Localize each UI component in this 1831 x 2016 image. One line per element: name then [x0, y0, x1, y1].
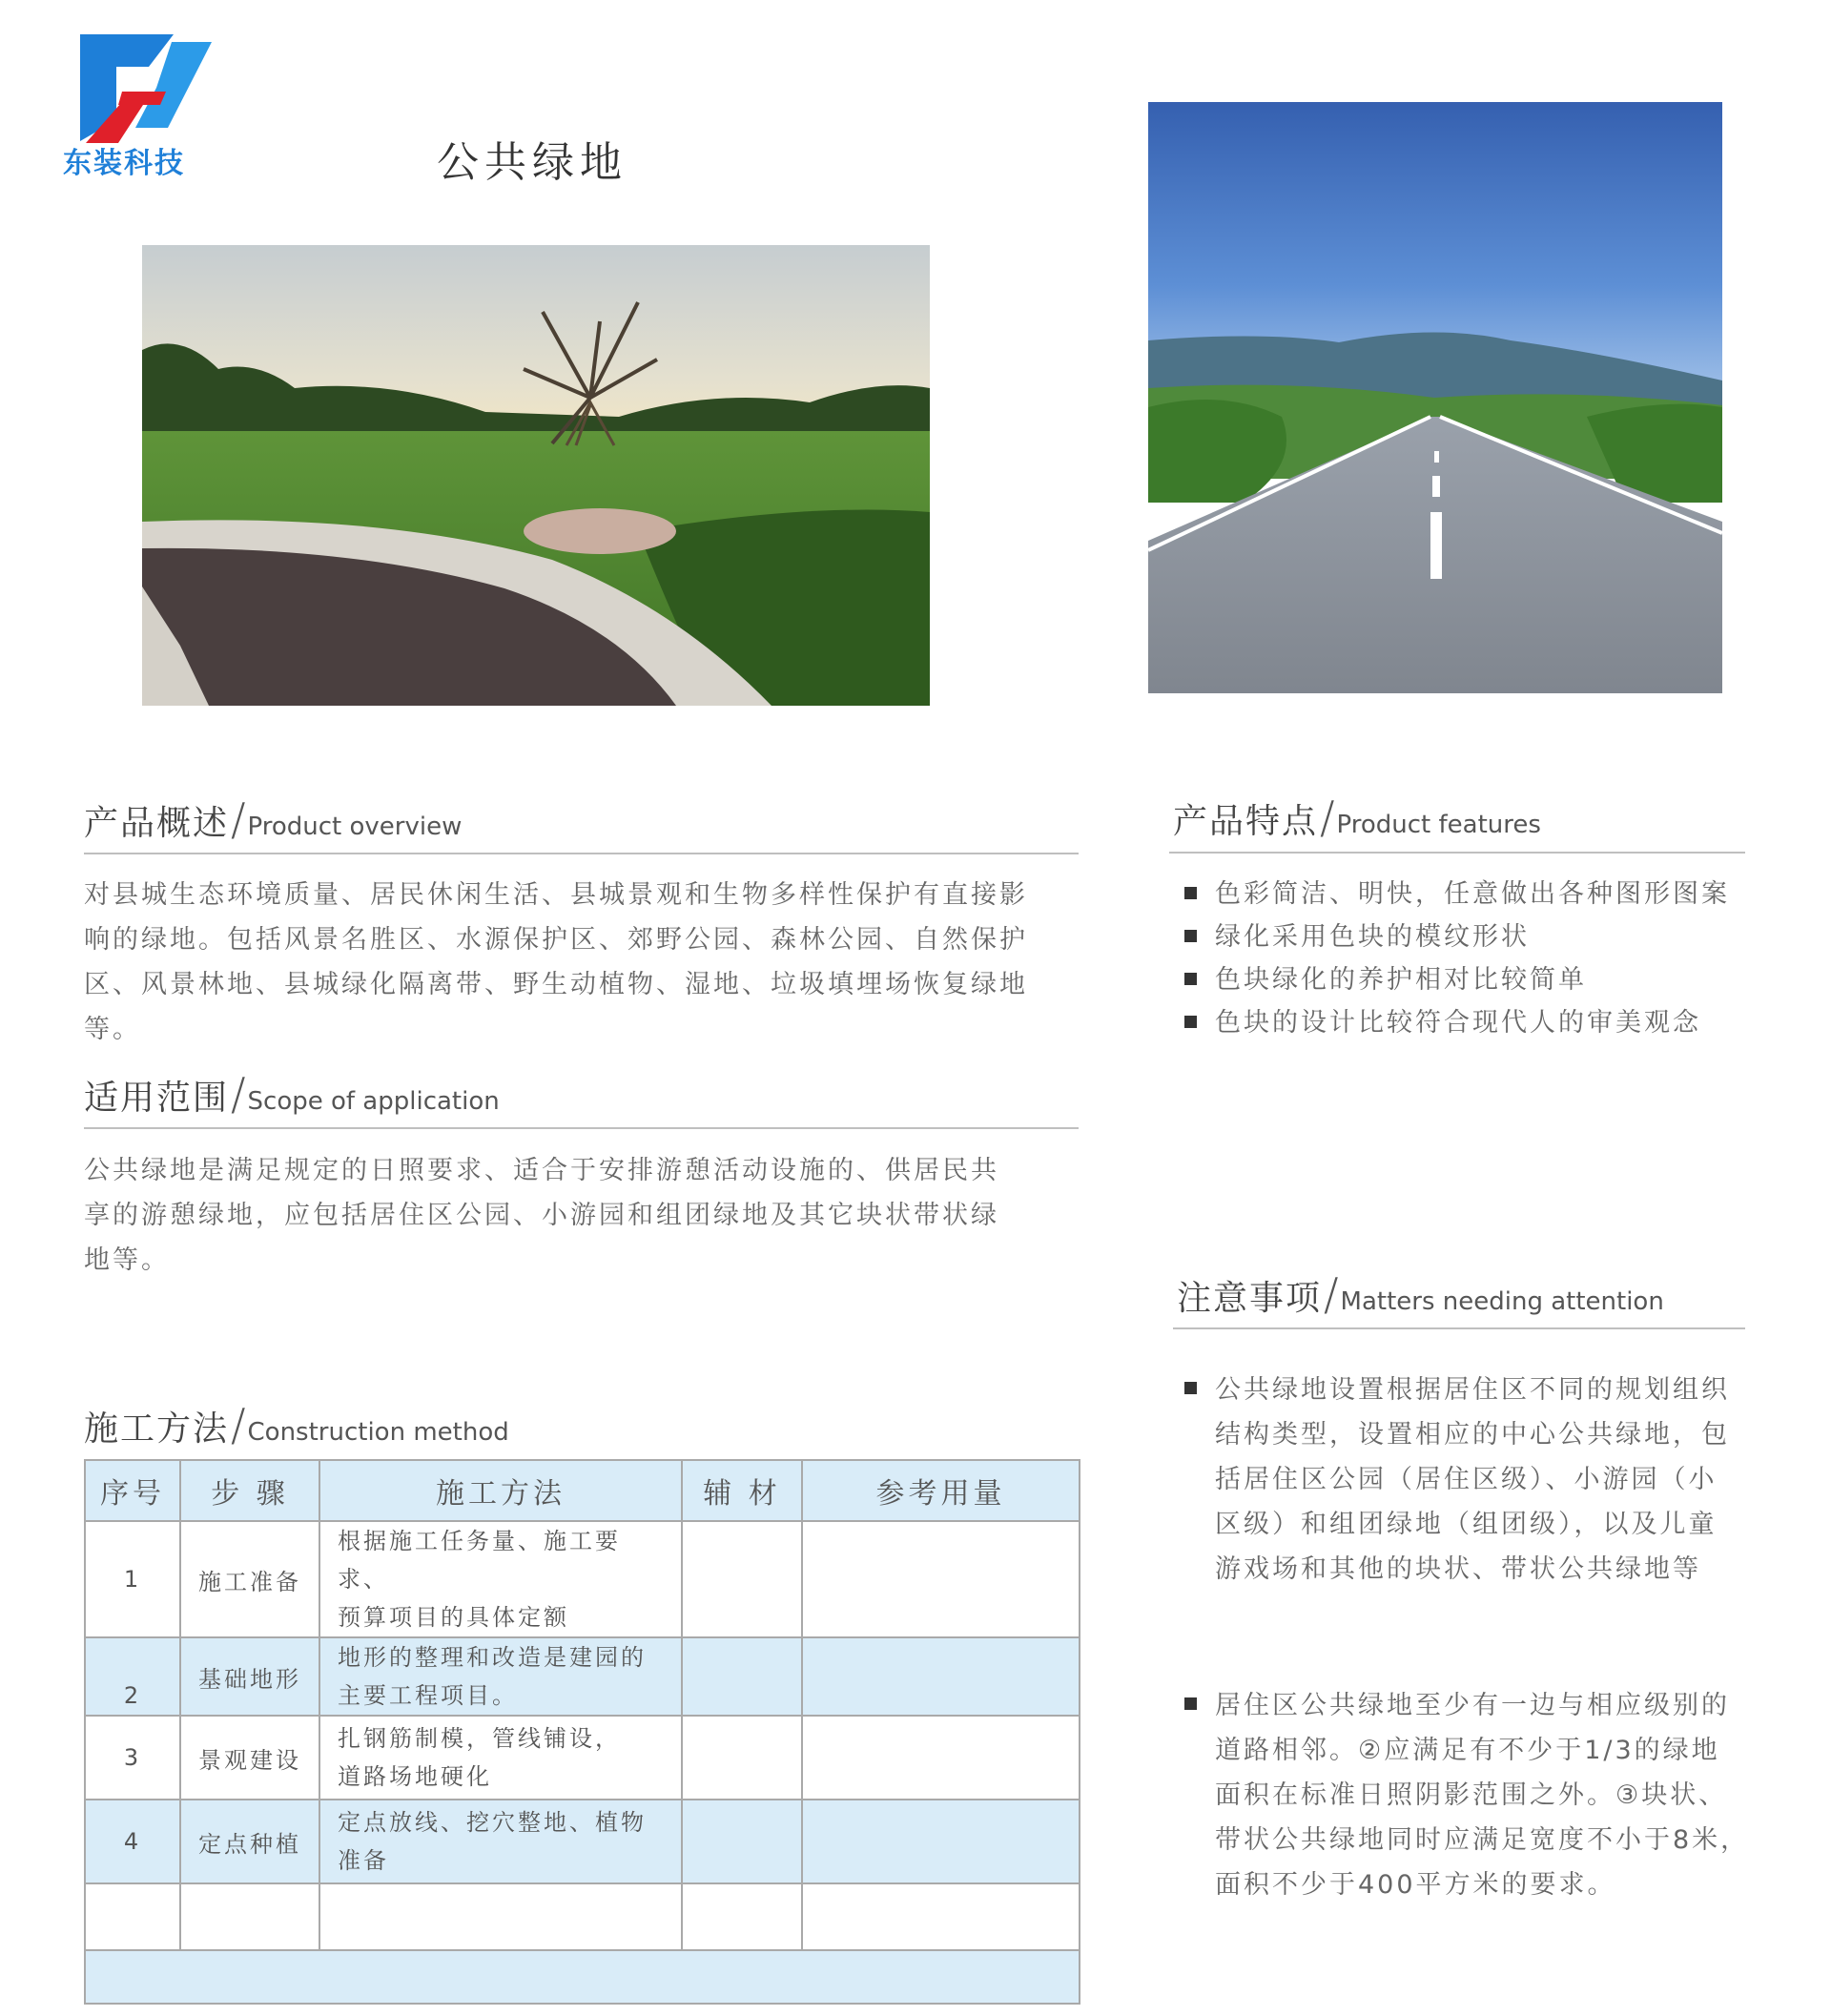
row-method: 根据施工任务量、施工要求、 预算项目的具体定额	[319, 1521, 682, 1637]
table-row	[85, 1521, 1080, 1637]
construction-heading: 施工方法/Construction method	[84, 1399, 509, 1450]
construction-heading-zh: 施工方法	[84, 1409, 230, 1449]
row-qty	[802, 1637, 1080, 1716]
scope-line-2: 享的游憩绿地，应包括居住区公园、小游园和组团绿地及其它块状带状绿	[84, 1201, 999, 1230]
feature-item: 色彩简洁、明快，任意做出各种图形图案	[1183, 873, 1812, 915]
col-header-qty: 参考用量	[802, 1460, 1080, 1521]
feature-item: 色块的设计比较符合现代人的审美观念	[1183, 1001, 1812, 1044]
attention-heading-zh: 注意事项	[1177, 1279, 1323, 1318]
page-title: 公共绿地	[437, 138, 627, 187]
overview-line-4: 等。	[84, 1015, 141, 1044]
col-header-step: 步 骤	[180, 1460, 319, 1521]
features-heading: 产品特点/Product features	[1173, 792, 1541, 843]
row-aux	[682, 1800, 802, 1883]
features-heading-en: Product features	[1336, 811, 1541, 839]
feature-item: 绿化采用色块的模纹形状	[1183, 915, 1812, 958]
row-aux	[682, 1716, 802, 1800]
col-header-no: 序号	[85, 1460, 180, 1521]
attention-heading-en: Matters needing attention	[1340, 1287, 1664, 1316]
scope-heading: 适用范围/Scope of application	[84, 1068, 500, 1120]
scope-heading-en: Scope of application	[247, 1087, 500, 1116]
overview-divider	[84, 853, 1079, 854]
row-aux	[682, 1521, 802, 1637]
attention-divider	[1173, 1327, 1745, 1329]
row-step: 基础地形	[180, 1637, 319, 1716]
table-row	[85, 1637, 1080, 1716]
scope-text	[84, 1148, 1095, 1283]
overview-text	[84, 873, 1095, 1052]
col-header-aux: 辅 材	[682, 1460, 802, 1521]
attention-item-1	[1183, 1368, 1812, 1592]
road-sky-photo	[1148, 102, 1722, 693]
construction-table	[84, 1459, 1080, 2005]
row-qty	[802, 1716, 1080, 1800]
attention-text-2: 居住区公共绿地至少有一边与相应级别的 道路相邻。②应满足有不少于1/3的绿地 面积在标准日照阴影范围之外。③块状、 带状公共绿地同时应满足宽度不小于8米， 面积不少于400平方米的要求。	[1183, 1683, 1812, 1907]
overview-heading-zh: 产品概述	[84, 804, 230, 843]
scope-divider	[84, 1127, 1079, 1129]
row-method: 扎钢筋制模，管线铺设， 道路场地硬化	[319, 1716, 682, 1800]
row-step: 景观建设	[180, 1716, 319, 1800]
row-no: 1	[85, 1521, 180, 1637]
logo-text: 东装科技	[63, 147, 185, 180]
table-header-row	[85, 1460, 1080, 1521]
overview-line-2: 响的绿地。包括风景名胜区、水源保护区、郊野公园、森林公园、自然保护	[84, 925, 1028, 955]
row-method: 地形的整理和改造是建园的 主要工程项目。	[319, 1637, 682, 1716]
feature-item: 色块绿化的养护相对比较简单	[1183, 958, 1812, 1001]
scope-heading-zh: 适用范围	[84, 1079, 230, 1118]
row-aux	[682, 1637, 802, 1716]
features-list	[1183, 873, 1812, 1044]
table-row-empty	[85, 1883, 1080, 1950]
features-divider	[1169, 852, 1745, 854]
construction-heading-en: Construction method	[247, 1418, 509, 1447]
overview-heading-en: Product overview	[247, 813, 463, 841]
park-landscape-photo	[142, 245, 930, 706]
overview-line-1: 对县城生态环境质量、居民休闲生活、县城景观和生物多样性保护有直接影	[84, 880, 1028, 910]
table-row	[85, 1800, 1080, 1883]
table-row	[85, 1716, 1080, 1800]
row-no: 3	[85, 1716, 180, 1800]
row-no: 4	[85, 1800, 180, 1883]
row-qty	[802, 1521, 1080, 1637]
row-step: 定点种植	[180, 1800, 319, 1883]
overview-heading: 产品概述/Product overview	[84, 793, 463, 845]
row-method: 定点放线、挖穴整地、植物 准备	[319, 1800, 682, 1883]
attention-item-2	[1183, 1683, 1812, 1907]
row-step: 施工准备	[180, 1521, 319, 1637]
scope-line-3: 地等。	[84, 1245, 170, 1275]
col-header-method: 施工方法	[319, 1460, 682, 1521]
features-heading-zh: 产品特点	[1173, 802, 1319, 841]
attention-heading: 注意事项/Matters needing attention	[1177, 1268, 1664, 1320]
scope-line-1: 公共绿地是满足规定的日照要求、适合于安排游憩活动设施的、供居民共	[84, 1156, 999, 1185]
table-footer-row	[85, 1950, 1080, 2004]
overview-line-3: 区、风景林地、县城绿化隔离带、野生动植物、湿地、垃圾填埋场恢复绿地	[84, 970, 1028, 999]
attention-text-1: 公共绿地设置根据居住区不同的规划组织 结构类型，设置相应的中心公共绿地，包 括居住区公园（居住区级）、小游园（小 区级）和组团绿地（组团级），以及儿童 游戏场和其他的块状、带状公共绿地等	[1183, 1368, 1812, 1592]
row-no: 2	[85, 1637, 180, 1716]
row-qty	[802, 1800, 1080, 1883]
